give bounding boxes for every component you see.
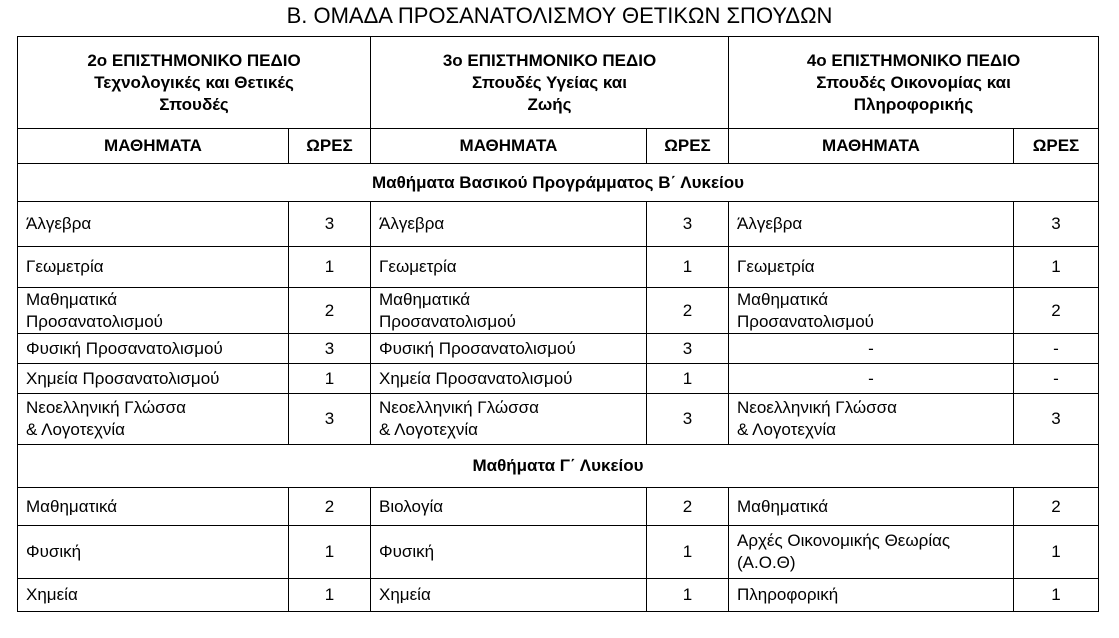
subject-cell: Φυσική Προσανατολισμού — [371, 334, 647, 364]
hours-cell: 1 — [1014, 579, 1099, 612]
subject-cell: Χημεία Προσανατολισμού — [371, 364, 647, 394]
hours-cell: 2 — [647, 288, 729, 334]
hours-cell: 3 — [289, 334, 371, 364]
subject-cell: Χημεία — [18, 579, 289, 612]
subject-cell: Χημεία Προσανατολισμού — [18, 364, 289, 394]
hours-cell: 3 — [647, 202, 729, 247]
subjects-column-header: ΜΑΘΗΜΑΤΑ — [371, 129, 647, 164]
table-row — [18, 579, 1099, 612]
subject-cell: Νεοελληνική Γλώσσα & Λογοτεχνία — [371, 394, 647, 445]
hours-cell: 1 — [1014, 247, 1099, 288]
subject-cell: - — [729, 334, 1014, 364]
subject-cell: Άλγεβρα — [729, 202, 1014, 247]
subject-cell: Άλγεβρα — [371, 202, 647, 247]
hours-cell: 1 — [289, 364, 371, 394]
subject-cell: - — [729, 364, 1014, 394]
hours-cell: 2 — [647, 488, 729, 526]
hours-cell: 2 — [1014, 288, 1099, 334]
hours-cell: 1 — [647, 579, 729, 612]
hours-cell: 1 — [289, 247, 371, 288]
hours-cell: 1 — [647, 526, 729, 579]
subject-cell: Άλγεβρα — [18, 202, 289, 247]
field-header-row — [18, 37, 1099, 129]
hours-column-header: ΩΡΕΣ — [1014, 129, 1099, 164]
subject-cell: Γεωμετρία — [729, 247, 1014, 288]
subject-cell: Μαθηματικά — [18, 488, 289, 526]
subject-cell: Βιολογία — [371, 488, 647, 526]
subjects-table — [17, 36, 1099, 612]
field-header-2: 2ο ΕΠΙΣΤΗΜΟΝΙΚΟ ΠΕΔΙΟ Τεχνολογικές και Θετικές Σπουδές — [18, 37, 371, 129]
hours-cell: 1 — [1014, 526, 1099, 579]
field-header-3: 3ο ΕΠΙΣΤΗΜΟΝΙΚΟ ΠΕΔΙΟ Σπουδές Υγείας και Ζωής — [371, 37, 729, 129]
section-title-c: Μαθήματα Γ΄ Λυκείου — [18, 445, 1099, 488]
hours-cell: - — [1014, 364, 1099, 394]
subjects-column-header: ΜΑΘΗΜΑΤΑ — [729, 129, 1014, 164]
subject-cell: Γεωμετρία — [18, 247, 289, 288]
subject-cell: Γεωμετρία — [371, 247, 647, 288]
hours-cell: 3 — [647, 394, 729, 445]
column-header-row — [18, 129, 1099, 164]
subject-cell: Νεοελληνική Γλώσσα & Λογοτεχνία — [18, 394, 289, 445]
hours-cell: 2 — [289, 488, 371, 526]
hours-cell: 3 — [289, 202, 371, 247]
subject-cell: Χημεία — [371, 579, 647, 612]
subject-cell: Μαθηματικά Προσανατολισμού — [371, 288, 647, 334]
section-row-c — [18, 445, 1099, 488]
subject-cell: Πληροφορική — [729, 579, 1014, 612]
page-title: Β. ΟΜΑΔΑ ΠΡΟΣΑΝΑΤΟΛΙΣΜΟΥ ΘΕΤΙΚΩΝ ΣΠΟΥΔΩΝ — [286, 3, 833, 28]
subject-cell: Αρχές Οικονομικής Θεωρίας (Α.Ο.Θ) — [729, 526, 1014, 579]
subject-cell: Νεοελληνική Γλώσσα & Λογοτεχνία — [729, 394, 1014, 445]
subject-cell: Μαθηματικά Προσανατολισμού — [18, 288, 289, 334]
table-row — [18, 247, 1099, 288]
hours-cell: 2 — [289, 288, 371, 334]
hours-cell: - — [1014, 334, 1099, 364]
subject-cell: Φυσική — [18, 526, 289, 579]
hours-cell: 2 — [1014, 488, 1099, 526]
field-header-4: 4ο ΕΠΙΣΤΗΜΟΝΙΚΟ ΠΕΔΙΟ Σπουδές Οικονομίας και Πληροφορικής — [729, 37, 1099, 129]
hours-cell: 1 — [647, 364, 729, 394]
hours-cell: 1 — [647, 247, 729, 288]
hours-cell: 3 — [1014, 202, 1099, 247]
section-title-b: Μαθήματα Βασικού Προγράμματος Β΄ Λυκείου — [18, 164, 1099, 202]
table-row — [18, 334, 1099, 364]
hours-column-header: ΩΡΕΣ — [647, 129, 729, 164]
hours-cell: 1 — [289, 526, 371, 579]
table-row — [18, 202, 1099, 247]
table-row — [18, 364, 1099, 394]
hours-cell: 3 — [647, 334, 729, 364]
hours-cell: 1 — [289, 579, 371, 612]
table-row — [18, 488, 1099, 526]
hours-column-header: ΩΡΕΣ — [289, 129, 371, 164]
subject-cell: Μαθηματικά — [729, 488, 1014, 526]
table-row — [18, 394, 1099, 445]
subjects-column-header: ΜΑΘΗΜΑΤΑ — [18, 129, 289, 164]
hours-cell: 3 — [289, 394, 371, 445]
subject-cell: Μαθηματικά Προσανατολισμού — [729, 288, 1014, 334]
table-row — [18, 526, 1099, 579]
table-row — [18, 288, 1099, 334]
subject-cell: Φυσική — [371, 526, 647, 579]
section-row-b — [18, 164, 1099, 202]
hours-cell: 3 — [1014, 394, 1099, 445]
subject-cell: Φυσική Προσανατολισμού — [18, 334, 289, 364]
